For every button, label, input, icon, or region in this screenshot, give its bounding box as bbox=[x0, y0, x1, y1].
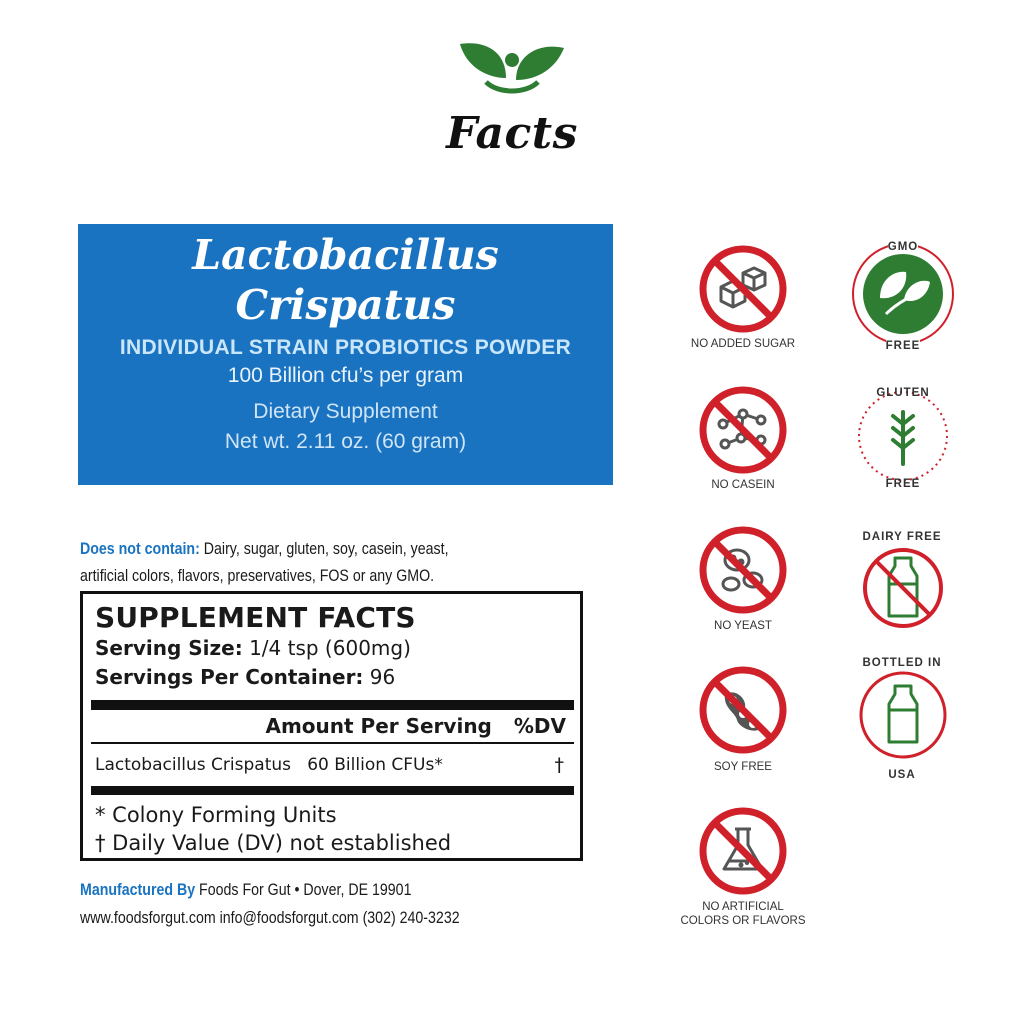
dairy-free-icon bbox=[857, 546, 949, 630]
soy-free-icon bbox=[697, 664, 789, 756]
bottled-in-usa-icon bbox=[857, 670, 949, 760]
product-potency: 100 Billion cfu’s per gram bbox=[227, 364, 464, 387]
footnote-cfu: * Colony Forming Units bbox=[95, 803, 337, 827]
manufacturer-label: Manufactured By bbox=[80, 881, 196, 899]
ingredient-row bbox=[95, 744, 570, 786]
divider-thick bbox=[91, 700, 574, 710]
allergen-label: Does not contain: bbox=[80, 540, 200, 558]
servings-label: Servings Per Container: bbox=[95, 665, 364, 689]
manufacturer-contact: www.foodsforgut.com info@foodsforgut.com (302) 240-3232 bbox=[80, 909, 460, 927]
ingredient-name: Lactobacillus Crispatus bbox=[95, 755, 292, 775]
serving-size-label: Serving Size: bbox=[95, 636, 243, 660]
manufacturer-info bbox=[80, 876, 596, 932]
supplement-facts-panel bbox=[80, 591, 583, 861]
no-added-sugar-label: NO ADDED SUGAR bbox=[690, 338, 796, 350]
gluten-free-label: FREE bbox=[885, 478, 921, 490]
supplement-facts-title: SUPPLEMENT FACTS bbox=[95, 601, 416, 634]
usa-label: USA bbox=[888, 769, 916, 781]
servings-per-container-row bbox=[95, 663, 570, 692]
no-sugar-icon bbox=[697, 243, 789, 335]
no-yeast-label: NO YEAST bbox=[714, 620, 772, 632]
product-name-line1: Lactobacillus bbox=[192, 231, 499, 279]
amount-header-row bbox=[95, 710, 570, 742]
servings-value: 96 bbox=[363, 665, 396, 689]
brand-leaf-logo bbox=[456, 38, 568, 98]
amount-per-serving-header: Amount Per Serving bbox=[265, 714, 492, 738]
serving-size-row bbox=[95, 634, 570, 663]
gluten-label: GLUTEN bbox=[876, 387, 930, 399]
product-category: Dietary Supplement bbox=[253, 400, 438, 423]
no-artificial-icon bbox=[697, 805, 789, 897]
allergen-statement bbox=[80, 536, 596, 590]
no-artificial-label bbox=[662, 900, 824, 928]
gmo-label: GMO bbox=[887, 241, 919, 253]
manufacturer-address: Foods For Gut • Dover, DE 19901 bbox=[195, 881, 412, 899]
product-title-panel bbox=[78, 224, 613, 485]
ingredient-amount: 60 Billion CFUs* bbox=[307, 755, 443, 775]
no-yeast-icon bbox=[697, 524, 789, 616]
soy-free-label: SOY FREE bbox=[714, 761, 772, 773]
product-net-weight: Net wt. 2.11 oz. (60 gram) bbox=[224, 430, 467, 453]
allergen-list-line2: artificial colors, flavors, preservatives, FOS or any GMO. bbox=[80, 567, 435, 585]
page-title: Facts bbox=[446, 108, 578, 159]
gmo-free-label: FREE bbox=[885, 340, 921, 352]
product-subtitle: INDIVIDUAL STRAIN PROBIOTICS POWDER bbox=[119, 336, 572, 359]
gmo-free-icon bbox=[850, 238, 956, 354]
no-artificial-label-line1: NO ARTIFICIAL bbox=[702, 901, 784, 913]
serving-size-value: 1/4 tsp (600mg) bbox=[242, 636, 411, 660]
dv-header: %DV bbox=[513, 714, 566, 738]
dairy-free-label: DAIRY FREE bbox=[862, 531, 942, 543]
footnote-dv: † Daily Value (DV) not established bbox=[95, 831, 452, 855]
no-artificial-label-line2: COLORS OR FLAVORS bbox=[680, 915, 806, 927]
allergen-list-line1: Dairy, sugar, gluten, soy, casein, yeast, bbox=[199, 540, 449, 558]
ingredient-dv: † bbox=[554, 754, 564, 776]
product-name-line2: Crispatus bbox=[235, 281, 456, 329]
bottled-in-label: BOTTLED IN bbox=[862, 657, 942, 669]
no-casein-icon bbox=[697, 384, 789, 476]
no-casein-label: NO CASEIN bbox=[711, 479, 775, 491]
divider-thick-bottom bbox=[91, 786, 574, 795]
